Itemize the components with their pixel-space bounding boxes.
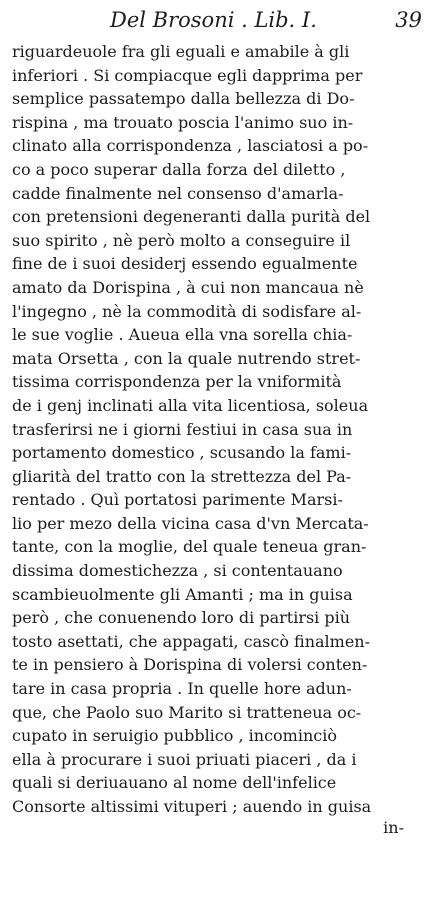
page-number: 39 [395, 8, 422, 32]
text-line: le sue voglie . Aueua ella vna sorella chia- [12, 325, 353, 345]
text-line: però , che conuenendo loro di partirsi più [12, 608, 351, 628]
catchword: in- [383, 818, 404, 837]
text-line: amato da Dorispina , à cui non mancaua nè [12, 277, 364, 297]
text-line: tare in casa propria . In quelle hore adun- [12, 679, 352, 699]
text-line: de i genj inclinati alla vita licentiosa, soleua [12, 395, 369, 415]
text-line: suo spirito , nè però molto a conseguire il [12, 230, 351, 250]
text-line: lio per mezo della vicina casa d'vn Mercata- [12, 513, 369, 533]
text-line: inferiori . Si compiacque egli dapprima per [12, 65, 363, 85]
text-line: tosto asettati, che appagati, cascò finalmen- [12, 631, 371, 651]
text-line: gliarità del tratto con la strettezza del Pa- [12, 466, 352, 486]
text-line: que, che Paolo suo Marito si tratteneua oc- [12, 702, 362, 722]
text-line: clinato alla corrispondenza , lasciatosi a po- [12, 136, 369, 156]
text-line: l'ingegno , nè la commodità di sodisfare al- [12, 301, 362, 321]
text-line: tante, con la moglie, del quale teneua gran- [12, 537, 367, 557]
text-line: riguardeuole fra gli eguali e amabile à gli [12, 42, 350, 61]
text-line: dissima domestichezza , si contentauano [12, 561, 343, 581]
text-line: te in pensiero à Dorispina di volersi conten- [12, 655, 368, 675]
text-line: con pretensioni degeneranti dalla purità del [12, 207, 371, 227]
text-line: co a poco superar dalla forza del diletto , [12, 159, 346, 179]
text-line: semplice passatempo dalla bellezza di Do- [12, 89, 355, 109]
text-line: mata Orsetta , con la quale nutrendo stret- [12, 348, 361, 368]
body-text [12, 40, 438, 819]
text-line: cadde finalmente nel consenso d'amarla- [12, 183, 344, 203]
text-line: portamento domestico , scusando la fami- [12, 443, 352, 463]
running-head [18, 4, 428, 38]
text-line: ella à procurare i suoi priuati piaceri , da i [12, 749, 357, 769]
running-title: Del Brosoni . Lib. I. [110, 8, 317, 32]
text-line: fine de i suoi desiderj essendo egualmente [12, 254, 358, 274]
text-line: scambieuolmente gli Amanti ; ma in guisa [12, 584, 353, 604]
text-line: trasferirsi ne i giorni festiui in casa sua in [12, 419, 353, 439]
text-line: rentado . Quì portatosi parimente Marsi- [12, 490, 343, 510]
text-line: tissima corrispondenza per la vniformità [12, 372, 342, 392]
text-line: cupato in seruigio pubblico , incominciò [12, 726, 337, 746]
text-line: Consorte altissimi vituperi ; auendo in guisa [12, 797, 372, 816]
text-line: quali si deriuauano al nome dell'infelice [12, 773, 337, 793]
text-line: rispina , ma trouato poscia l'animo suo in- [12, 112, 354, 132]
